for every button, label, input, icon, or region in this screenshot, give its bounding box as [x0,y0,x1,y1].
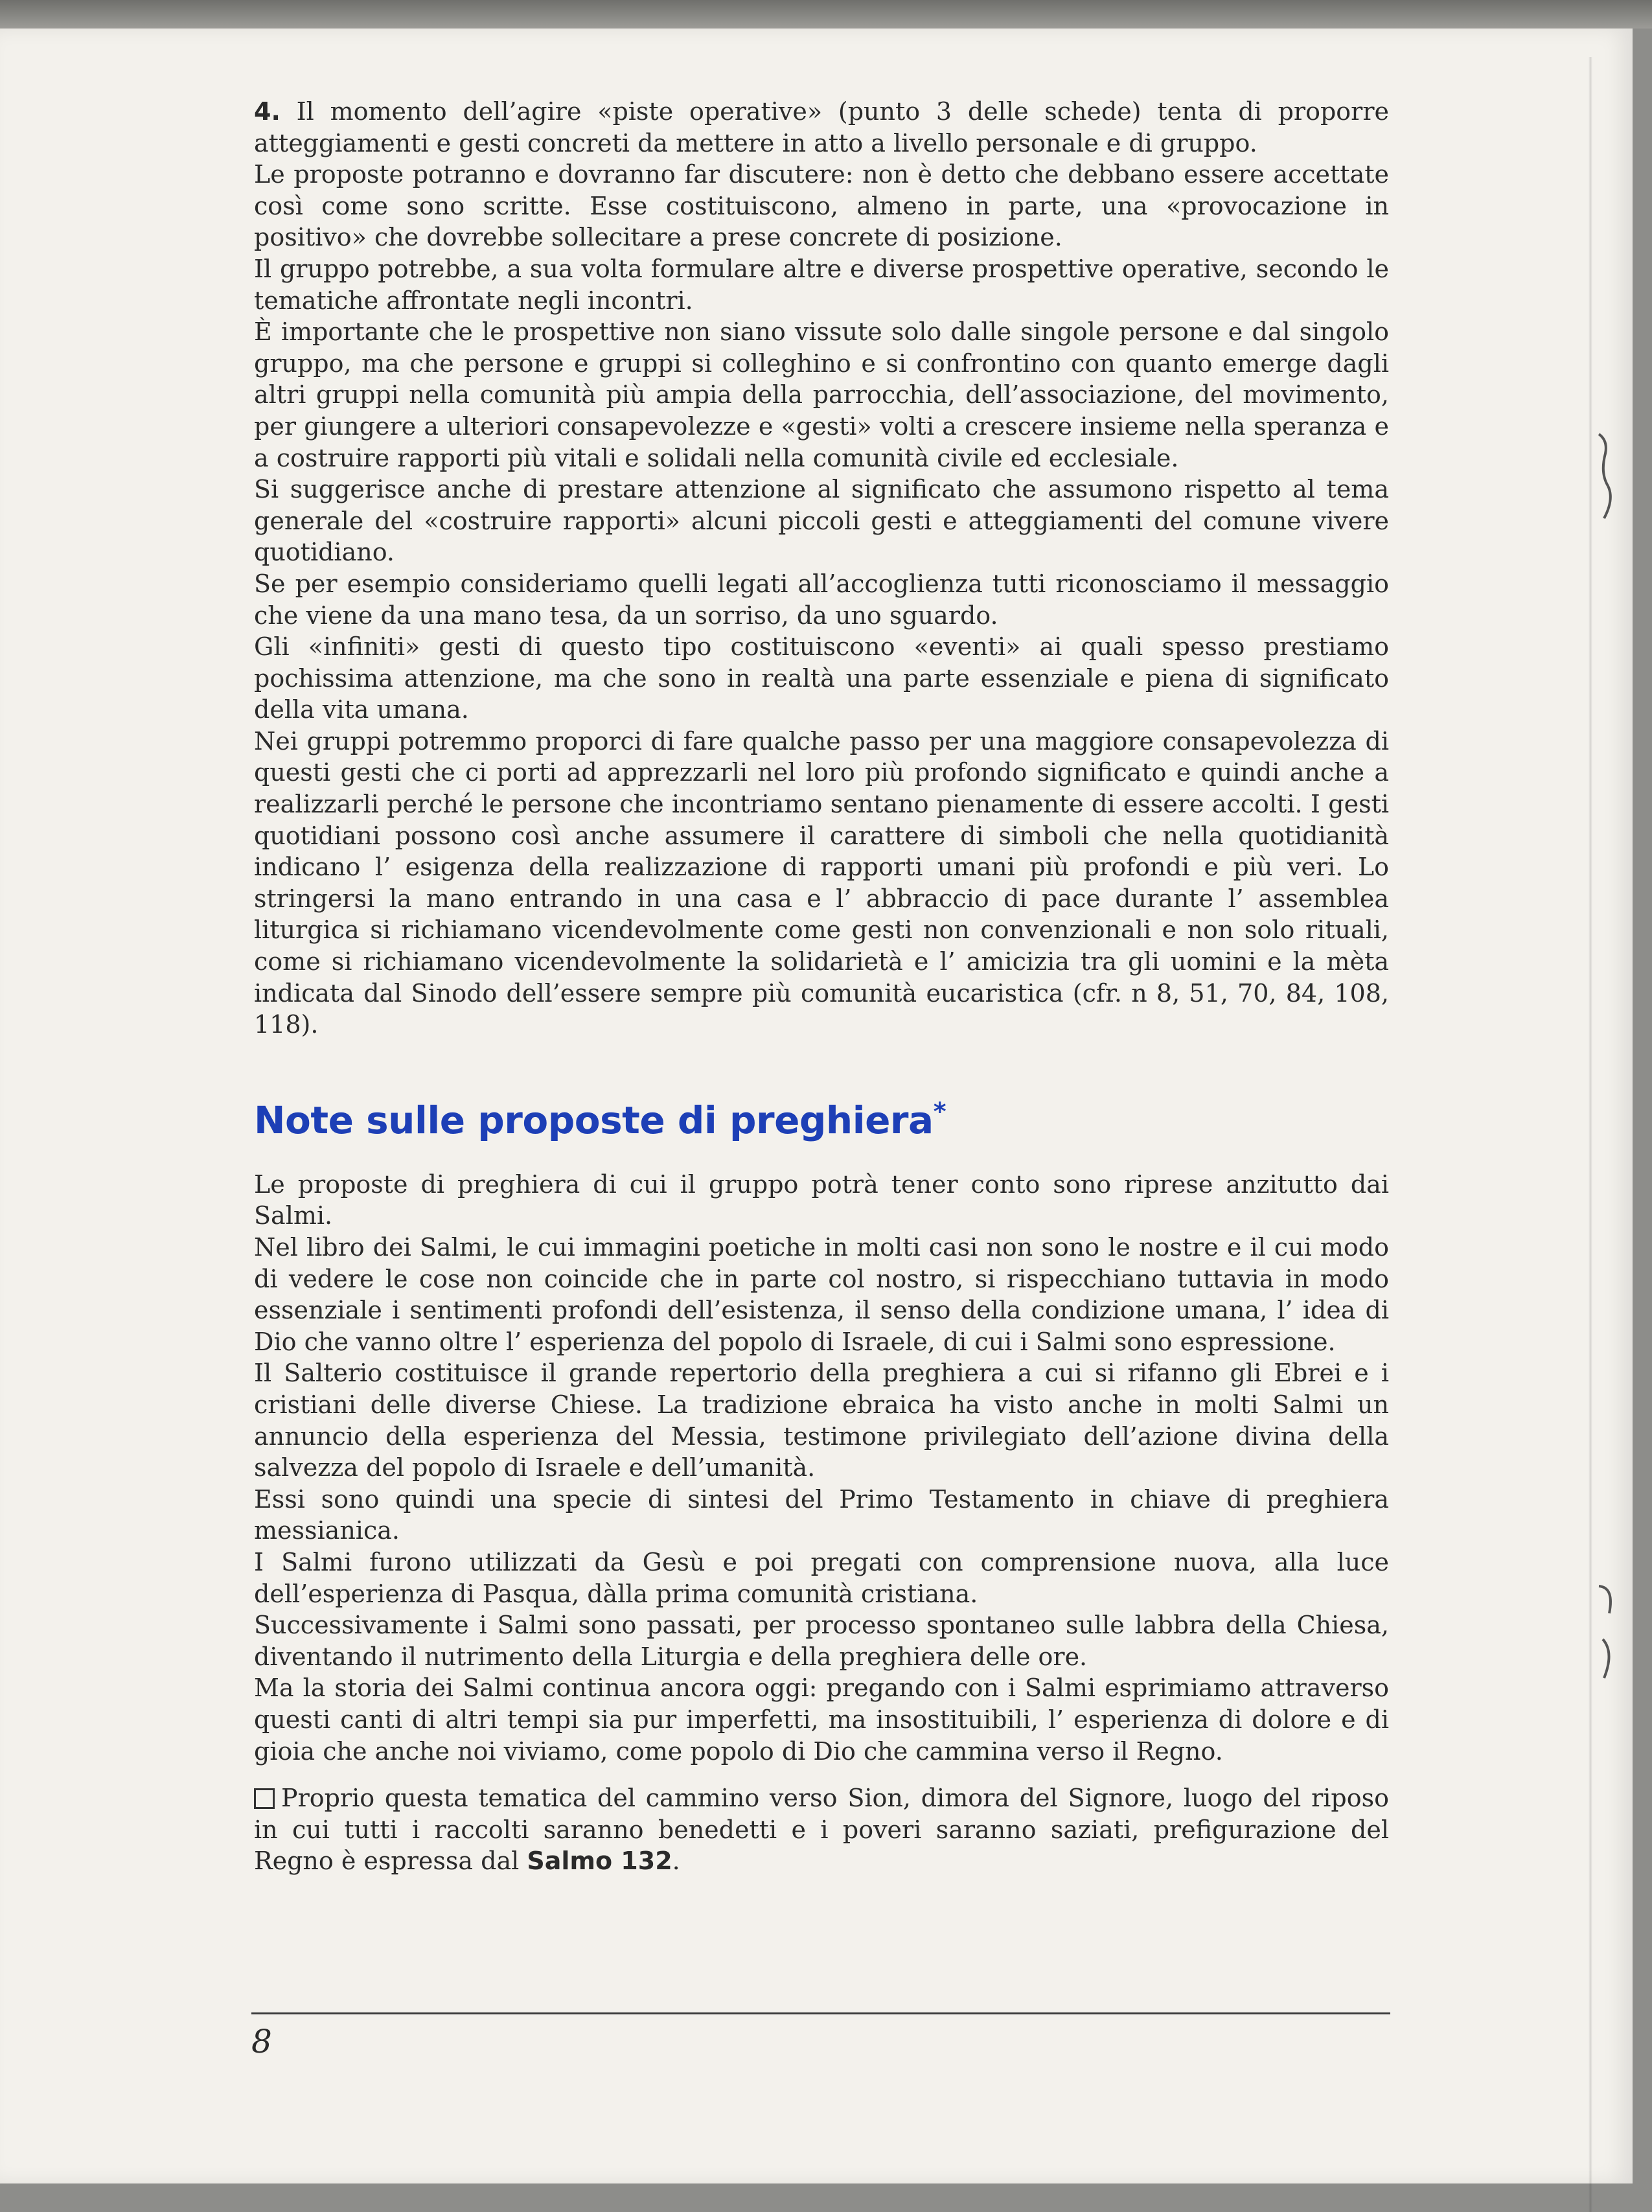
paragraph-1-text: Il momento dell’agire «piste operative» (punto 3 delle schede) tenta di proporre atteggiamenti e gesti concreti da mettere in atto a livello personale e di gruppo. [254,97,1389,157]
item-number: 4. [254,97,281,126]
paragraph-6: Se per esempio consideriamo quelli legati all’accoglienza tutti riconosciamo il messaggio che viene da una mano tesa, da un sorriso, da uno sguardo. [254,569,1389,630]
binding-staple-top-icon [1594,428,1620,531]
footnote-mark: * [933,1097,946,1126]
section-paragraph-7: Ma la storia dei Salmi continua ancora oggi: pregando con i Salmi esprimiamo attraverso questi canti di altri tempi sia pur imperfetti, ma insostituibili, l’ esperienza di dolore e di gioia che anche noi viviamo, come popolo di Dio che cammina verso il Regno. [254,1674,1389,1766]
paragraph-8: Nei gruppi potremmo proporci di fare qualche passo per una maggiore consapevolezza di questi gesti che ci porti ad apprezzarli nel loro più profondo significato e quindi anche a realizzarli perché le persone che incontriamo sentano pienamente di essere accolti. I gesti quotidiani possono così anche assumere il carattere di simboli che nella quotidianità indicano l’ esigenza della realizzazione di rapporti umani più profondi e più veri. Lo stringersi la mano entrando in una casa e l’ abbraccio di pace durante l’ assemblea liturgica si richiamano vicendevolmente come gesti non convenzionali e non solo rituali, come si richiamano vicendevolmente la solidarietà e l’ amicizia tra gli uomini e la mèta indicata dal Sinodo dell’essere sempre più comunità eucaristica (cfr. n 8, 51, 70, 84, 108, 118). [254,726,1389,1039]
paragraph-5: Si suggerisce anche di prestare attenzione al significato che assumono rispetto al tema generale del «costruire rapporti» alcuni piccoli gesti e atteggiamenti del comune vivere quotidiano. [254,475,1389,567]
binding-shadow [1589,57,1592,2212]
binding-staple-bottom-icon [1595,1581,1621,1685]
section-paragraph-2: Nel libro dei Salmi, le cui immagini poetiche in molti casi non sono le nostre e il cui modo di vedere le cose non coincide che in parte col nostro, si rispecchiano tuttavia in modo essenziale i sentimenti profondi dell’esistenza, il senso della condizione umana, l’ idea di Dio che vanno oltre l’ esperienza del popolo di Israele, di cui i Salmi sono espressione. [254,1233,1389,1356]
paragraph-4: È importante che le prospettive non siano vissute solo dalle singole persone e dal singolo gruppo, ma che persone e gruppi si colleghino e si confrontino con quanto emerge dagli altri gruppi nella comunità più ampia della parrocchia, dell’associazione, del movimento, per giungere a ulteriori consapevolezze e «gesti» volti a crescere insieme nella speranza e a costruire rapporti più vitali e solidali nella comunità civile ed ecclesiale. [254,317,1389,472]
closing-paragraph [254,1782,1389,1877]
box-bullet-icon [254,1788,275,1809]
paragraph-3: Il gruppo potrebbe, a sua volta formulare altre e diverse prospettive operative, secondo le tematiche affrontate negli incontri. [254,254,1389,315]
page-number: 8 [251,2023,272,2060]
section-paragraph-5: I Salmi furono utilizzati da Gesù e poi pregati con comprensione nuova, alla luce dell’esperienza di Pasqua, dàlla prima comunità cristiana. [254,1547,1389,1608]
section-paragraph-3: Il Salterio costituisce il grande repertorio della preghiera a cui si rifanno gli Ebrei e i cristiani delle diverse Chiese. La tradizione ebraica ha visto anche in molti Salmi un annuncio della esperienza del Messia, testimone privilegiato dell’azione divina della salvezza del popolo di Israele e dell’umanità. [254,1359,1389,1482]
section-paragraph-4: Essi sono quindi una specie di sintesi del Primo Testamento in chiave di preghiera messianica. [254,1484,1389,1545]
psalm-reference: Salmo 132 [527,1847,672,1876]
paragraph-7: Gli «infiniti» gesti di questo tipo costituiscono «eventi» ai quali spesso prestiamo pochissima attenzione, ma che sono in realtà una parte essenziale e piena di significato della vita umana. [254,632,1389,724]
scan-top-edge [0,0,1652,29]
section-paragraph-1: Le proposte di preghiera di cui il gruppo potrà tener conto sono riprese anzitutto dai Salmi. [254,1169,1389,1230]
footer-rule [251,2012,1390,2014]
section-heading [254,1098,1389,1143]
section-heading-text: Note sulle proposte di preghiera [254,1098,934,1142]
closing-end: . [672,1847,680,1876]
text-column [254,96,1389,1877]
closing-text: Proprio questa tematica del cammino verso Sion, dimora del Signore, luogo del riposo in cui tutti i raccolti saranno benedetti e i poveri saranno saziati, prefigurazione del Regno è espressa dal [254,1784,1389,1876]
section-paragraph-6: Successivamente i Salmi sono passati, per processo spontaneo sulle labbra della Chiesa, diventando il nutrimento della Liturgia e della preghiera delle ore. [254,1611,1389,1671]
paragraph-1 [254,96,1389,159]
paragraph-2: Le proposte potranno e dovranno far discutere: non è detto che debbano essere accettate così come sono scritte. Esse costituiscono, almeno in parte, una «provocazione in positivo» che dovrebbe sollecitare a prese concrete di posizione. [254,160,1389,252]
